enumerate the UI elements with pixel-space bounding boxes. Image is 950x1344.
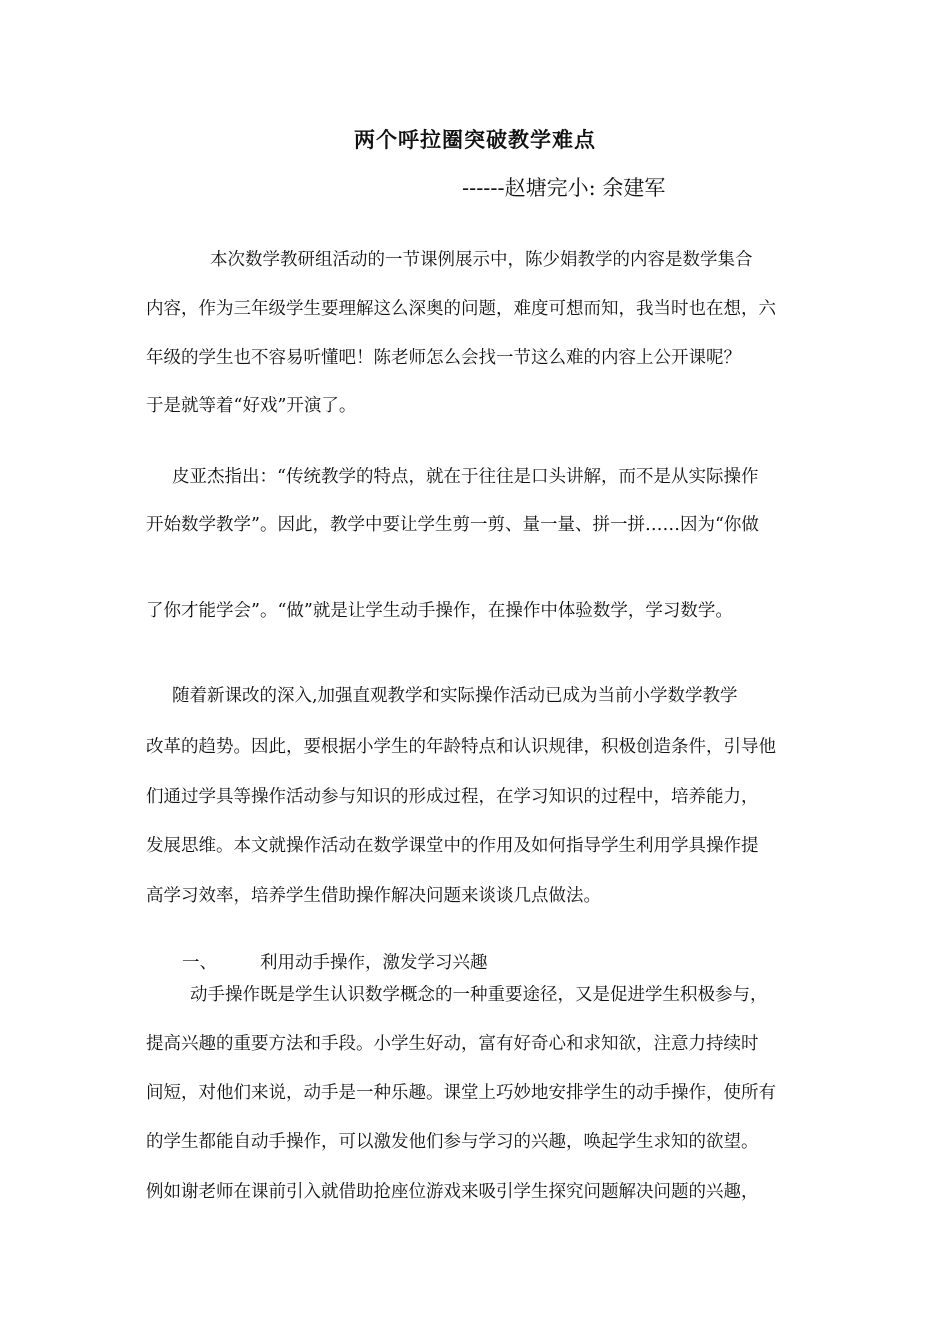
paragraph-line: 本次数学教研组活动的一节课例展示中，陈少娟教学的内容是数学集合 (210, 250, 753, 270)
section-heading: 利用动手操作，激发学习兴趣 (260, 953, 488, 973)
document-title: 两个呼拉圈突破教学难点 (354, 127, 596, 152)
paragraph-line: 们通过学具等操作活动参与知识的形成过程，在学习知识的过程中，培养能力， (146, 787, 759, 807)
paragraph-line: 动手操作既是学生认识数学概念的一种重要途径，又是促进学生积极参与， (190, 985, 768, 1005)
paragraph-line: 随着新课改的深入,加强直观教学和实际操作活动已成为当前小学数学教学 (172, 686, 738, 706)
paragraph-line: 于是就等着“好戏”开演了。 (146, 396, 357, 416)
paragraph-line: 例如谢老师在课前引入就借助抢座位游戏来吸引学生探究问题解决问题的兴趣， (146, 1182, 759, 1202)
paragraph-line: 开始数学教学”。因此，教学中要让学生剪一剪、量一量、拼一拼……因为“你做 (146, 515, 759, 535)
paragraph-line: 内容，作为三年级学生要理解这么深奥的问题，难度可想而知，我当时也在想，六 (146, 299, 776, 319)
section-number: 一、 (182, 953, 217, 973)
paragraph-line: 提高兴趣的重要方法和手段。小学生好动，富有好奇心和求知欲，注意力持续时 (146, 1034, 759, 1054)
paragraph-line: 的学生都能自动手操作，可以激发他们参与学习的兴趣，唤起学生求知的欲望。 (146, 1132, 759, 1152)
document-author: ------赵塘完小: 余建军 (462, 176, 666, 200)
paragraph-line: 了你才能学会”。“做”就是让学生动手操作，在操作中体验数学，学习数学。 (146, 601, 733, 621)
paragraph-line: 皮亚杰指出：“传统教学的特点，就在于往往是口头讲解，而不是从实际操作 (172, 467, 759, 487)
paragraph-line: 间短，对他们来说，动手是一种乐趣。课堂上巧妙地安排学生的动手操作，使所有 (146, 1083, 776, 1103)
paragraph-line: 高学习效率，培养学生借助操作解决问题来谈谈几点做法。 (146, 886, 601, 906)
paragraph-line: 改革的趋势。因此，要根据小学生的年龄特点和认识规律，积极创造条件，引导他 (146, 737, 776, 757)
paragraph-line: 发展思维。本文就操作活动在数学课堂中的作用及如何指导学生利用学具操作提 (146, 836, 759, 856)
paragraph-line: 年级的学生也不容易听懂吧！陈老师怎么会找一节这么难的内容上公开课呢？ (146, 348, 741, 368)
